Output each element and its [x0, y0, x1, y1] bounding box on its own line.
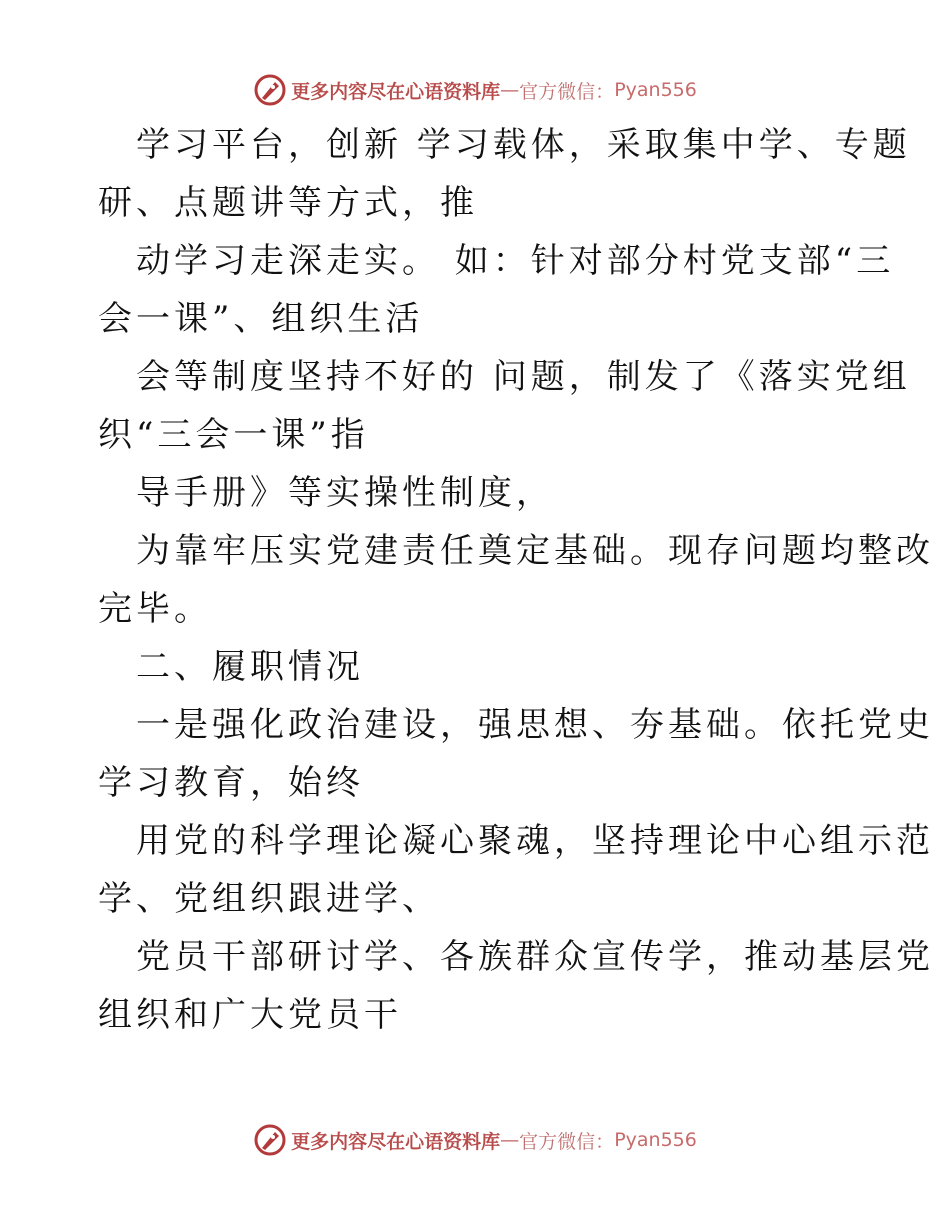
body-line: 织“三会一课”指 [98, 415, 369, 455]
body-line: 党员干部研讨学、各族群众宣传学，推动基层党 [136, 937, 934, 977]
watermark-wechat-id: Pyan556 [614, 1129, 697, 1151]
body-line: 学习教育，始终 [98, 763, 364, 803]
body-line: 为靠牢压实党建责任奠定基础。现存问题均整改 [136, 531, 934, 571]
watermark-wechat-label: 官方微信： [519, 80, 615, 103]
body-line: 研、点题讲等方式，推 [98, 183, 478, 223]
body-line: 完毕。 [98, 589, 212, 629]
footer-watermark [0, 1122, 950, 1158]
watermark-main-text: 更多内容尽在心语资料库 [291, 80, 501, 103]
document-body [98, 116, 934, 1044]
watermark-separator: — [500, 79, 520, 101]
body-line: 组织和广大党员干 [98, 995, 402, 1035]
body-line: 用党的科学理论凝心聚魂，坚持理论中心组示范 [136, 821, 934, 861]
body-line: 学习平台，创新 学习载体，采取集中学、专题 [136, 125, 911, 165]
pen-nib-circle-icon [253, 73, 287, 107]
pen-nib-circle-icon [253, 1123, 287, 1157]
watermark-wechat-label: 官方微信： [519, 1130, 615, 1153]
header-watermark [0, 72, 950, 108]
body-line: 学、党组织跟进学、 [98, 879, 440, 919]
body-line: 一是强化政治建设，强思想、夯基础。依托党史 [136, 705, 934, 745]
body-line: 会一课”、组织生活 [98, 299, 424, 339]
watermark-wechat-id: Pyan556 [614, 79, 697, 101]
body-line: 动学习走深走实。 如：针对部分村党支部“三 [136, 241, 895, 281]
body-line: 导手册》等实操性制度， [136, 473, 554, 513]
watermark-separator: — [500, 1129, 520, 1151]
body-line: 会等制度坚持不好的 问题，制发了《落实党组 [136, 357, 911, 397]
section-heading: 二、履职情况 [136, 647, 364, 687]
watermark-main-text: 更多内容尽在心语资料库 [291, 1130, 501, 1153]
